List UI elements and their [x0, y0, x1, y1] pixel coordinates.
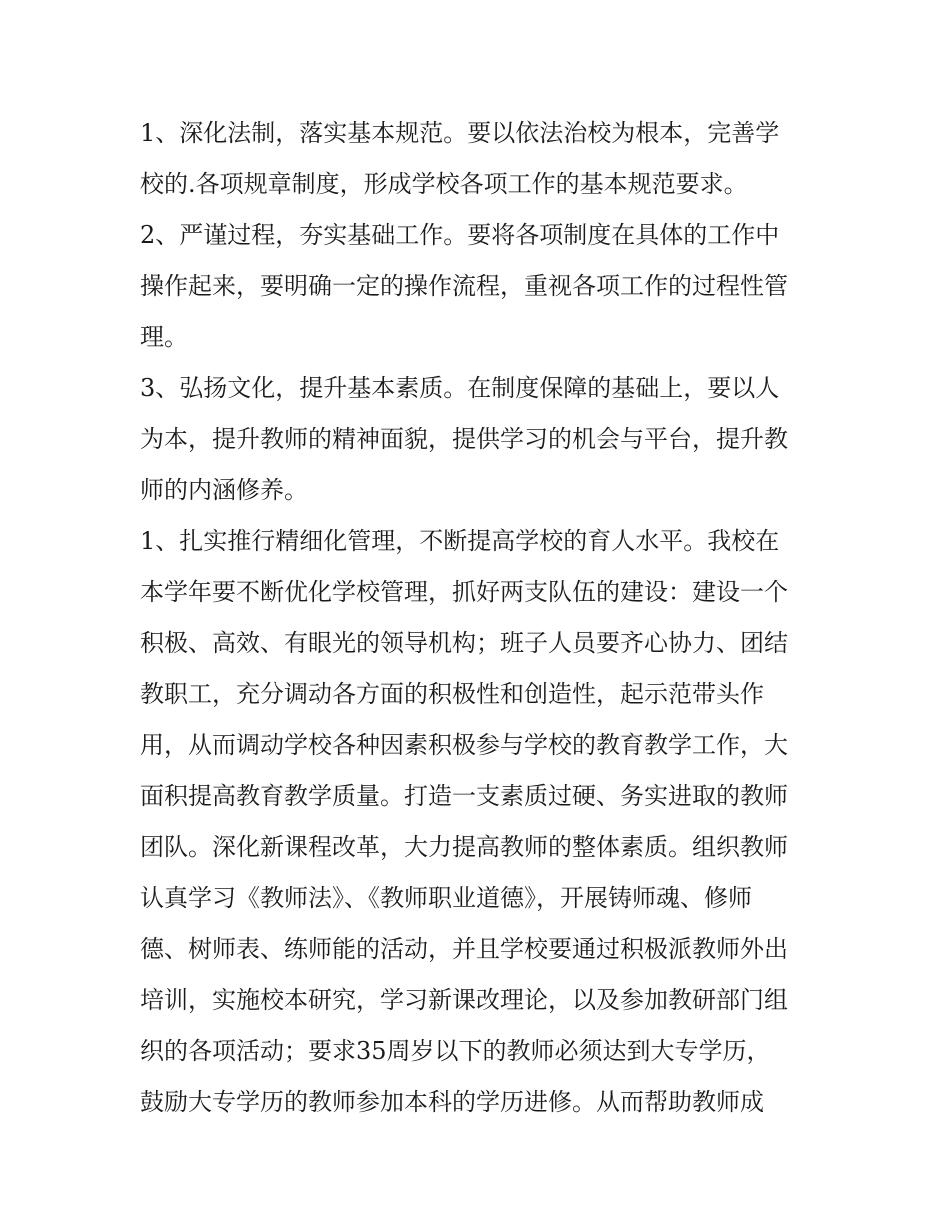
text-line: 1、扎实推行精细化管理，不断提高学校的育人水平。我校在: [140, 527, 780, 555]
document-body: [140, 108, 820, 1128]
text-line: 团队。深化新课程改革，大力提高教师的整体素质。组织教师: [140, 833, 788, 861]
text-line: 鼓励大专学历的教师参加本科的学历进修。从而帮助教师成: [140, 1088, 764, 1116]
text-line: 理。: [140, 323, 188, 351]
text-line: 本学年要不断优化学校管理，抓好两支队伍的建设：建设一个: [140, 578, 788, 606]
text-line: 织的各项活动；要求35周岁以下的教师必须达到大专学历，: [140, 1037, 771, 1065]
text-line: 2、严谨过程，夯实基础工作。要将各项制度在具体的工作中: [140, 221, 780, 249]
text-line: 师的内涵修养。: [140, 476, 308, 504]
text-line: 认真学习《教师法》、《教师职业道德》，开展铸师魂、修师: [140, 884, 752, 912]
text-line: 校的.各项规章制度，形成学校各项工作的基本规范要求。: [140, 170, 748, 198]
text-line: 培训，实施校本研究，学习新课改理论，以及参加教研部门组: [140, 986, 788, 1014]
text-line: 积极、高效、有眼光的领导机构；班子人员要齐心协力、团结: [140, 629, 788, 657]
text-line: 教职工，充分调动各方面的积极性和创造性，起示范带头作: [140, 680, 764, 708]
text-line: 面积提高教育教学质量。打造一支素质过硬、务实进取的教师: [140, 782, 788, 810]
text-line: 3、弘扬文化，提升基本素质。在制度保障的基础上，要以人: [140, 374, 780, 402]
text-line: 用，从而调动学校各种因素积极参与学校的教育教学工作，大: [140, 731, 788, 759]
text-line: 德、树师表、练师能的活动，并且学校要通过积极派教师外出: [140, 935, 788, 963]
text-line: 操作起来，要明确一定的操作流程，重视各项工作的过程性管: [140, 272, 788, 300]
text-line: 1、深化法制，落实基本规范。要以依法治校为根本，完善学: [140, 119, 780, 147]
text-line: 为本，提升教师的精神面貌，提供学习的机会与平台，提升教: [140, 425, 788, 453]
